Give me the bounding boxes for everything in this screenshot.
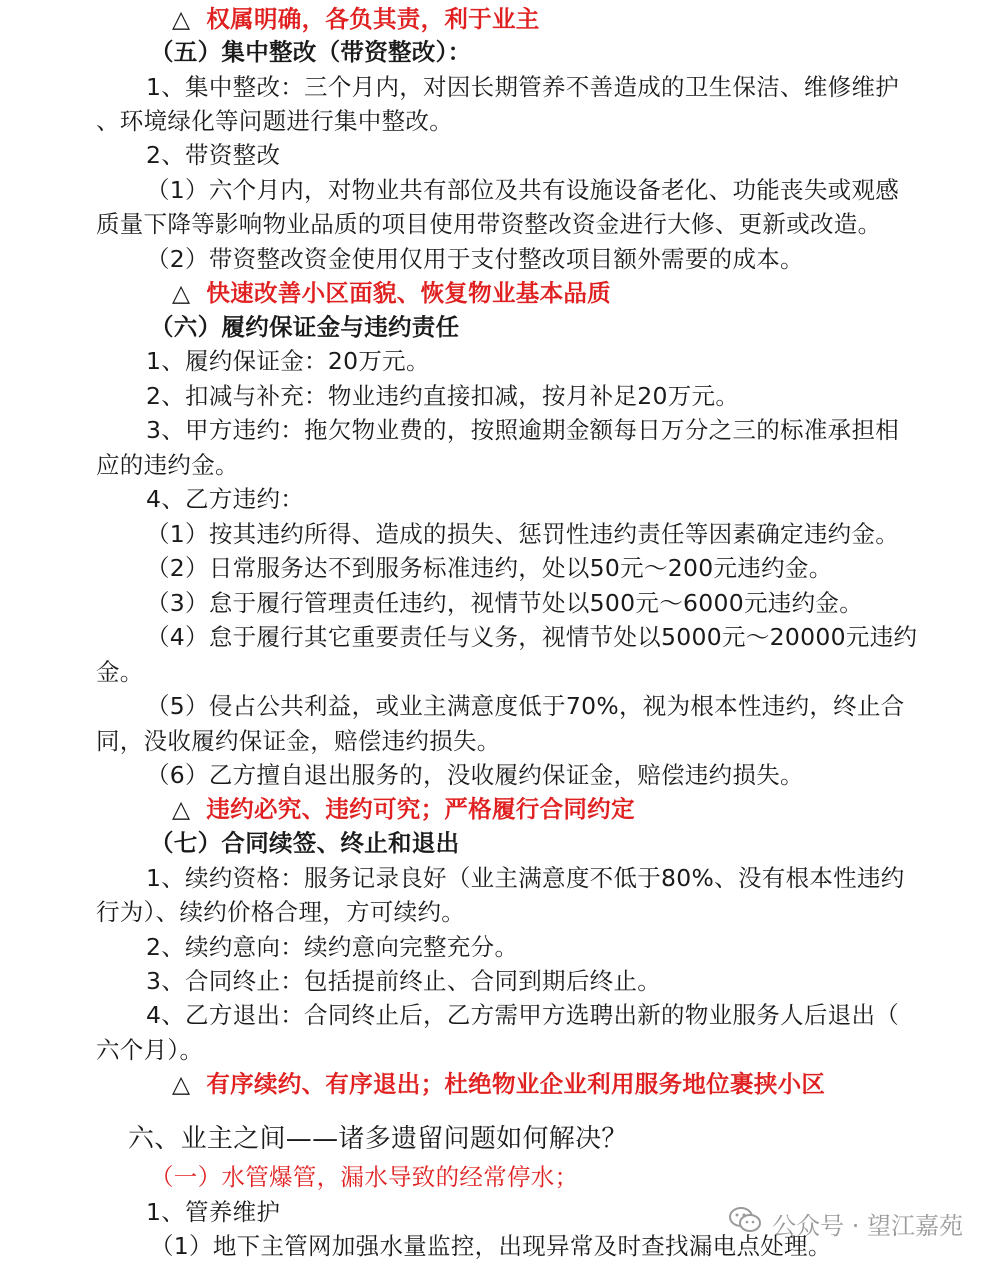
paragraph-line: 3、合同终止：包括提前终止、合同到期后终止。 [146,967,662,995]
paragraph-line: （5）侵占公共利益，或业主满意度低于70%，视为根本性违约，终止合 [146,692,905,720]
watermark-text: 公众号 · 望江嘉苑 [772,1211,963,1240]
chapter-heading: 六、业主之间——诸多遗留问题如何解决？ [128,1124,628,1154]
paragraph-line: 1、管养维护 [146,1198,281,1226]
paragraph-line: 1、续约资格：服务记录良好（业主满意度不低于80%、没有根本性违约 [146,864,905,892]
paragraph-line: 金。 [96,658,144,686]
paragraph-line: 2、扣减与补充：物业违约直接扣减，按月补足20万元。 [146,382,740,410]
highlight-text: 有序续约、有序退出；杜绝物业企业利用服务地位裹挟小区 [206,1070,826,1098]
paragraph-line: 、环境绿化等问题进行集中整改。 [96,107,453,135]
paragraph-line: 2、带资整改 [146,141,281,169]
paragraph-line: （1）地下主管网加强水量监控，出现异常及时查找漏电点处理。 [150,1232,832,1260]
triangle-icon: △ [172,279,191,307]
highlight-text: 快速改善小区面貌、恢复物业基本品质 [206,279,611,307]
paragraph-line: 六个月）。 [96,1036,204,1064]
section-heading: （七）合同续签、终止和退出 [150,829,460,857]
paragraph-line: 1、集中整改：三个月内，对因长期管养不善造成的卫生保洁、维修维护 [146,73,900,101]
paragraph-line: （3）怠于履行管理责任违约，视情节处以500元～6000元违约金。 [146,589,864,617]
paragraph-line: 1、履约保证金：20万元。 [146,347,430,375]
line-0 [172,2,995,36]
subheading: （一）水管爆管，漏水导致的经常停水； [150,1163,579,1191]
section-heading: （六）履约保证金与违约责任 [150,313,460,341]
triangle-icon: △ [172,795,191,823]
paragraph-line: 3、甲方违约：拖欠物业费的，按照逾期金额每日万分之三的标准承担相 [146,416,900,444]
paragraph-line: 4、乙方违约： [146,485,305,513]
line-23 [172,792,995,826]
paragraph-line: 同，没收履约保证金，赔偿违约损失。 [96,727,501,755]
highlight-text: 违约必究、违约可究；严格履行合同约定 [206,795,635,823]
watermark [728,1205,963,1241]
paragraph-line: 4、乙方退出：合同终止后，乙方需甲方选聘出新的物业服务人后退出（ [146,1001,900,1029]
paragraph-line: （2）日常服务达不到服务标准违约，处以50元～200元违约金。 [146,554,833,582]
paragraph-line: （1）六个月内，对物业共有部位及共有设施设备老化、功能丧失或观感 [146,176,900,204]
triangle-icon: △ [172,5,191,33]
paragraph-line: 质量下降等影响物业品质的项目使用带资整改资金进行大修、更新或改造。 [96,210,882,238]
section-heading: （五）集中整改（带资整改）： [150,38,472,66]
paragraph-line: （1）按其违约所得、造成的损失、惩罚性违约责任等因素确定违约金。 [146,520,900,548]
wechat-icon [728,1205,762,1241]
paragraph-line: （4）怠于履行其它重要责任与义务，视情节处以5000元～20000元违约 [146,623,918,651]
highlight-text: 权属明确，各负其责，利于业主 [206,5,540,33]
line-8 [172,276,995,310]
triangle-icon: △ [172,1070,191,1098]
paragraph-line: 2、续约意向：续约意向完整充分。 [146,933,519,961]
paragraph-line: （2）带资整改资金使用仅用于支付整改项目额外需要的成本。 [146,245,804,273]
paragraph-line: （6）乙方擅自退出服务的，没收履约保证金，赔偿违约损失。 [146,761,804,789]
paragraph-line: 行为）、续约价格合理，方可续约。 [96,898,466,926]
line-31 [172,1067,995,1101]
paragraph-line: 应的违约金。 [96,451,239,479]
